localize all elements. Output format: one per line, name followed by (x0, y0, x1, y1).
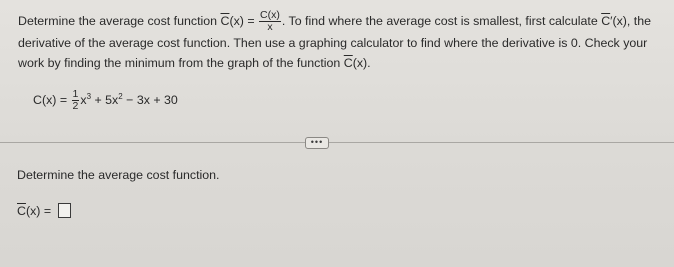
section-divider (0, 142, 674, 143)
exponent-2: 2 (118, 92, 123, 101)
cost-function-lhs: C(x) = (33, 93, 71, 108)
problem-text-2: . To find where the average cost is smallest, first calculate (281, 13, 602, 28)
fraction-numerator: C(x) (260, 9, 280, 21)
average-cost-derivative-symbol: $\overline{C}$ (601, 13, 611, 28)
cost-function-rest: − 3x + 30 (122, 93, 178, 108)
answer-label: (x) = (25, 204, 55, 218)
average-cost-symbol: $\overline{C}$ (220, 13, 230, 28)
average-cost-symbol-2: $\overline{C}$ (343, 56, 353, 70)
problem-text-3: (x), the derivative of the average cost function. Then use a graphing calculator to find where the derivative is 0. Check your work by finding the minimum from the graph of the function (18, 13, 652, 70)
average-cost-fraction (259, 10, 281, 33)
answer-row (17, 203, 71, 219)
fraction-denominator: x (267, 21, 273, 33)
question-prompt: Determine the average cost function. (17, 168, 220, 182)
cost-function (33, 89, 178, 112)
exponent-3: 3 (86, 92, 92, 101)
half-numerator: 1 (72, 88, 79, 101)
answer-input-box[interactable] (58, 203, 71, 218)
expand-more-button[interactable]: ••• (305, 137, 329, 149)
half-denominator: 2 (72, 100, 79, 113)
one-half-fraction (72, 89, 80, 112)
prime-mark: ′ (610, 13, 613, 28)
problem-statement (18, 10, 658, 73)
problem-text-1: Determine the average cost function (18, 13, 221, 28)
term-5x: + 5x (91, 93, 119, 108)
eq-open: (x) = (229, 13, 259, 28)
answer-average-cost-symbol: $\overline{C}$ (17, 204, 26, 218)
term-x: x (80, 93, 87, 108)
problem-text-4: (x). (352, 56, 371, 70)
